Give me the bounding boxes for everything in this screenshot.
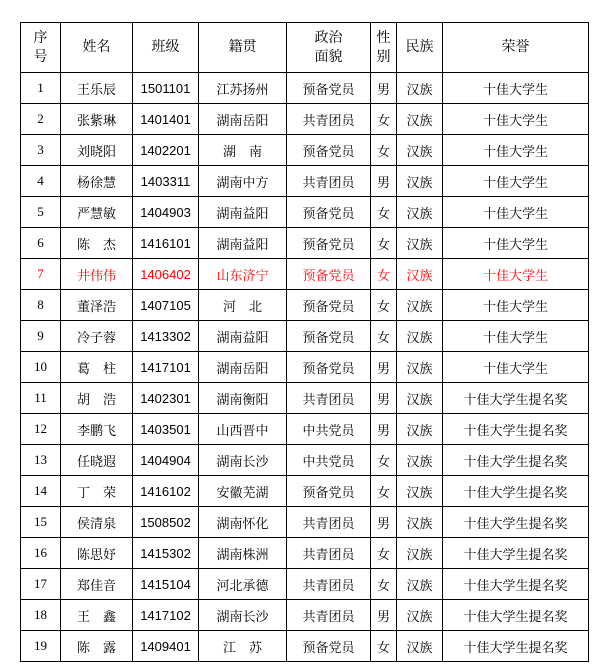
header-origin-label: 籍贯 bbox=[228, 39, 257, 55]
cell-origin: 湖南岳阳 bbox=[199, 104, 287, 135]
cell-honor: 十佳大学生提名奖 bbox=[443, 631, 589, 662]
cell-ethnicity: 汉族 bbox=[397, 197, 443, 228]
cell-gender: 男 bbox=[371, 352, 397, 383]
cell-political: 预备党员 bbox=[287, 197, 371, 228]
cell-index: 18 bbox=[21, 600, 61, 631]
cell-class: 1413302 bbox=[133, 321, 199, 352]
cell-ethnicity: 汉族 bbox=[397, 569, 443, 600]
cell-ethnicity: 汉族 bbox=[397, 414, 443, 445]
cell-class: 1404903 bbox=[133, 197, 199, 228]
table-row bbox=[21, 104, 589, 135]
table-row bbox=[21, 507, 589, 538]
cell-origin: 湖南长沙 bbox=[199, 600, 287, 631]
cell-honor: 十佳大学生 bbox=[443, 321, 589, 352]
cell-index: 13 bbox=[21, 445, 61, 476]
cell-honor: 十佳大学生提名奖 bbox=[443, 476, 589, 507]
header-gender bbox=[371, 23, 397, 73]
cell-ethnicity: 汉族 bbox=[397, 104, 443, 135]
cell-honor: 十佳大学生 bbox=[443, 352, 589, 383]
header-name bbox=[61, 23, 133, 73]
cell-honor: 十佳大学生提名奖 bbox=[443, 414, 589, 445]
cell-origin: 湖南岳阳 bbox=[199, 352, 287, 383]
table-row bbox=[21, 166, 589, 197]
cell-index: 19 bbox=[21, 631, 61, 662]
cell-class: 1404904 bbox=[133, 445, 199, 476]
cell-origin: 湖南怀化 bbox=[199, 507, 287, 538]
cell-index: 4 bbox=[21, 166, 61, 197]
table-row bbox=[21, 228, 589, 259]
cell-ethnicity: 汉族 bbox=[397, 507, 443, 538]
cell-gender: 男 bbox=[371, 383, 397, 414]
cell-political: 共青团员 bbox=[287, 383, 371, 414]
table-row bbox=[21, 569, 589, 600]
cell-origin: 湖南株洲 bbox=[199, 538, 287, 569]
cell-political: 中共党员 bbox=[287, 414, 371, 445]
table-row bbox=[21, 414, 589, 445]
table-row bbox=[21, 538, 589, 569]
cell-origin: 湖南益阳 bbox=[199, 321, 287, 352]
cell-class: 1415302 bbox=[133, 538, 199, 569]
cell-ethnicity: 汉族 bbox=[397, 445, 443, 476]
cell-name: 丁 荣 bbox=[61, 476, 133, 507]
cell-class: 1508502 bbox=[133, 507, 199, 538]
header-political-label: 政治 面貌 bbox=[314, 29, 343, 65]
cell-origin: 河北承德 bbox=[199, 569, 287, 600]
cell-political: 预备党员 bbox=[287, 631, 371, 662]
table-row bbox=[21, 352, 589, 383]
cell-ethnicity: 汉族 bbox=[397, 259, 443, 290]
cell-index: 9 bbox=[21, 321, 61, 352]
header-row bbox=[21, 23, 589, 73]
cell-honor: 十佳大学生 bbox=[443, 135, 589, 166]
cell-name: 王 鑫 bbox=[61, 600, 133, 631]
table-row bbox=[21, 135, 589, 166]
cell-gender: 女 bbox=[371, 321, 397, 352]
cell-honor: 十佳大学生 bbox=[443, 259, 589, 290]
cell-ethnicity: 汉族 bbox=[397, 352, 443, 383]
cell-gender: 女 bbox=[371, 197, 397, 228]
cell-name: 冷子蓉 bbox=[61, 321, 133, 352]
cell-index: 1 bbox=[21, 73, 61, 104]
cell-ethnicity: 汉族 bbox=[397, 290, 443, 321]
cell-class: 1401401 bbox=[133, 104, 199, 135]
cell-honor: 十佳大学生 bbox=[443, 228, 589, 259]
cell-index: 2 bbox=[21, 104, 61, 135]
header-ethnicity bbox=[397, 23, 443, 73]
cell-name: 刘晓阳 bbox=[61, 135, 133, 166]
table-row bbox=[21, 631, 589, 662]
cell-political: 共青团员 bbox=[287, 104, 371, 135]
table-row bbox=[21, 290, 589, 321]
header-ethnicity-label: 民族 bbox=[405, 39, 434, 55]
cell-index: 6 bbox=[21, 228, 61, 259]
cell-class: 1402201 bbox=[133, 135, 199, 166]
cell-class: 1416102 bbox=[133, 476, 199, 507]
cell-index: 15 bbox=[21, 507, 61, 538]
cell-honor: 十佳大学生 bbox=[443, 197, 589, 228]
cell-ethnicity: 汉族 bbox=[397, 166, 443, 197]
cell-political: 共青团员 bbox=[287, 538, 371, 569]
table-row bbox=[21, 600, 589, 631]
cell-name: 李鹏飞 bbox=[61, 414, 133, 445]
cell-gender: 男 bbox=[371, 414, 397, 445]
cell-origin: 湖南长沙 bbox=[199, 445, 287, 476]
cell-origin: 湖南益阳 bbox=[199, 228, 287, 259]
cell-class: 1402301 bbox=[133, 383, 199, 414]
cell-origin: 湖南中方 bbox=[199, 166, 287, 197]
cell-origin: 安徽芜湖 bbox=[199, 476, 287, 507]
cell-origin: 山西晋中 bbox=[199, 414, 287, 445]
table-row bbox=[21, 259, 589, 290]
table-row bbox=[21, 197, 589, 228]
cell-name: 井伟伟 bbox=[61, 259, 133, 290]
cell-class: 1417101 bbox=[133, 352, 199, 383]
cell-gender: 女 bbox=[371, 259, 397, 290]
cell-name: 张紫琳 bbox=[61, 104, 133, 135]
table-row bbox=[21, 445, 589, 476]
cell-ethnicity: 汉族 bbox=[397, 228, 443, 259]
cell-name: 侯清泉 bbox=[61, 507, 133, 538]
cell-honor: 十佳大学生提名奖 bbox=[443, 538, 589, 569]
cell-honor: 十佳大学生提名奖 bbox=[443, 507, 589, 538]
table-row bbox=[21, 476, 589, 507]
cell-gender: 女 bbox=[371, 569, 397, 600]
cell-name: 胡 浩 bbox=[61, 383, 133, 414]
cell-gender: 男 bbox=[371, 73, 397, 104]
cell-honor: 十佳大学生提名奖 bbox=[443, 445, 589, 476]
cell-class: 1403311 bbox=[133, 166, 199, 197]
cell-political: 预备党员 bbox=[287, 135, 371, 166]
cell-political: 共青团员 bbox=[287, 507, 371, 538]
cell-political: 预备党员 bbox=[287, 259, 371, 290]
cell-class: 1415104 bbox=[133, 569, 199, 600]
cell-origin: 湖南益阳 bbox=[199, 197, 287, 228]
cell-honor: 十佳大学生 bbox=[443, 166, 589, 197]
cell-index: 14 bbox=[21, 476, 61, 507]
cell-index: 10 bbox=[21, 352, 61, 383]
cell-index: 8 bbox=[21, 290, 61, 321]
cell-name: 王乐辰 bbox=[61, 73, 133, 104]
cell-honor: 十佳大学生 bbox=[443, 290, 589, 321]
cell-name: 杨徐慧 bbox=[61, 166, 133, 197]
cell-gender: 女 bbox=[371, 476, 397, 507]
cell-name: 陈 露 bbox=[61, 631, 133, 662]
cell-gender: 女 bbox=[371, 135, 397, 166]
header-gender-label: 性 别 bbox=[376, 29, 391, 65]
cell-ethnicity: 汉族 bbox=[397, 135, 443, 166]
honor-roster-table bbox=[20, 22, 589, 662]
cell-name: 陈 杰 bbox=[61, 228, 133, 259]
cell-class: 1409401 bbox=[133, 631, 199, 662]
cell-index: 5 bbox=[21, 197, 61, 228]
header-index-label: 序 号 bbox=[33, 29, 48, 65]
cell-honor: 十佳大学生提名奖 bbox=[443, 569, 589, 600]
cell-gender: 女 bbox=[371, 445, 397, 476]
header-honor-label: 荣誉 bbox=[501, 39, 530, 55]
cell-gender: 女 bbox=[371, 538, 397, 569]
cell-class: 1407105 bbox=[133, 290, 199, 321]
cell-class: 1403501 bbox=[133, 414, 199, 445]
header-class-label: 班级 bbox=[151, 39, 180, 55]
cell-name: 郑佳音 bbox=[61, 569, 133, 600]
header-origin bbox=[199, 23, 287, 73]
cell-gender: 女 bbox=[371, 631, 397, 662]
cell-political: 共青团员 bbox=[287, 166, 371, 197]
cell-honor: 十佳大学生 bbox=[443, 73, 589, 104]
cell-index: 16 bbox=[21, 538, 61, 569]
header-political bbox=[287, 23, 371, 73]
header-index bbox=[21, 23, 61, 73]
cell-name: 董泽浩 bbox=[61, 290, 133, 321]
cell-ethnicity: 汉族 bbox=[397, 600, 443, 631]
cell-political: 预备党员 bbox=[287, 476, 371, 507]
cell-political: 中共党员 bbox=[287, 445, 371, 476]
cell-gender: 男 bbox=[371, 166, 397, 197]
cell-class: 1406402 bbox=[133, 259, 199, 290]
cell-name: 严慧敏 bbox=[61, 197, 133, 228]
cell-index: 11 bbox=[21, 383, 61, 414]
cell-honor: 十佳大学生提名奖 bbox=[443, 600, 589, 631]
cell-index: 7 bbox=[21, 259, 61, 290]
table-row bbox=[21, 383, 589, 414]
cell-name: 任晓遐 bbox=[61, 445, 133, 476]
table-row bbox=[21, 321, 589, 352]
cell-honor: 十佳大学生提名奖 bbox=[443, 383, 589, 414]
cell-name: 陈思妤 bbox=[61, 538, 133, 569]
cell-political: 预备党员 bbox=[287, 352, 371, 383]
cell-origin: 江苏扬州 bbox=[199, 73, 287, 104]
cell-class: 1417102 bbox=[133, 600, 199, 631]
cell-origin: 湖 南 bbox=[199, 135, 287, 166]
header-name-label: 姓名 bbox=[82, 39, 111, 55]
header-class bbox=[133, 23, 199, 73]
cell-name: 葛 柱 bbox=[61, 352, 133, 383]
cell-class: 1416101 bbox=[133, 228, 199, 259]
cell-origin: 江 苏 bbox=[199, 631, 287, 662]
cell-class: 1501101 bbox=[133, 73, 199, 104]
cell-honor: 十佳大学生 bbox=[443, 104, 589, 135]
cell-index: 3 bbox=[21, 135, 61, 166]
cell-origin: 河 北 bbox=[199, 290, 287, 321]
cell-origin: 山东济宁 bbox=[199, 259, 287, 290]
cell-index: 12 bbox=[21, 414, 61, 445]
cell-gender: 男 bbox=[371, 600, 397, 631]
cell-ethnicity: 汉族 bbox=[397, 73, 443, 104]
cell-gender: 女 bbox=[371, 104, 397, 135]
cell-political: 预备党员 bbox=[287, 321, 371, 352]
cell-political: 预备党员 bbox=[287, 228, 371, 259]
cell-origin: 湖南衡阳 bbox=[199, 383, 287, 414]
table-row bbox=[21, 73, 589, 104]
cell-political: 预备党员 bbox=[287, 290, 371, 321]
cell-ethnicity: 汉族 bbox=[397, 538, 443, 569]
cell-political: 预备党员 bbox=[287, 73, 371, 104]
cell-ethnicity: 汉族 bbox=[397, 383, 443, 414]
cell-index: 17 bbox=[21, 569, 61, 600]
cell-political: 共青团员 bbox=[287, 569, 371, 600]
header-honor bbox=[443, 23, 589, 73]
cell-gender: 女 bbox=[371, 228, 397, 259]
cell-ethnicity: 汉族 bbox=[397, 476, 443, 507]
cell-political: 共青团员 bbox=[287, 600, 371, 631]
cell-gender: 女 bbox=[371, 290, 397, 321]
cell-gender: 男 bbox=[371, 507, 397, 538]
cell-ethnicity: 汉族 bbox=[397, 631, 443, 662]
cell-ethnicity: 汉族 bbox=[397, 321, 443, 352]
